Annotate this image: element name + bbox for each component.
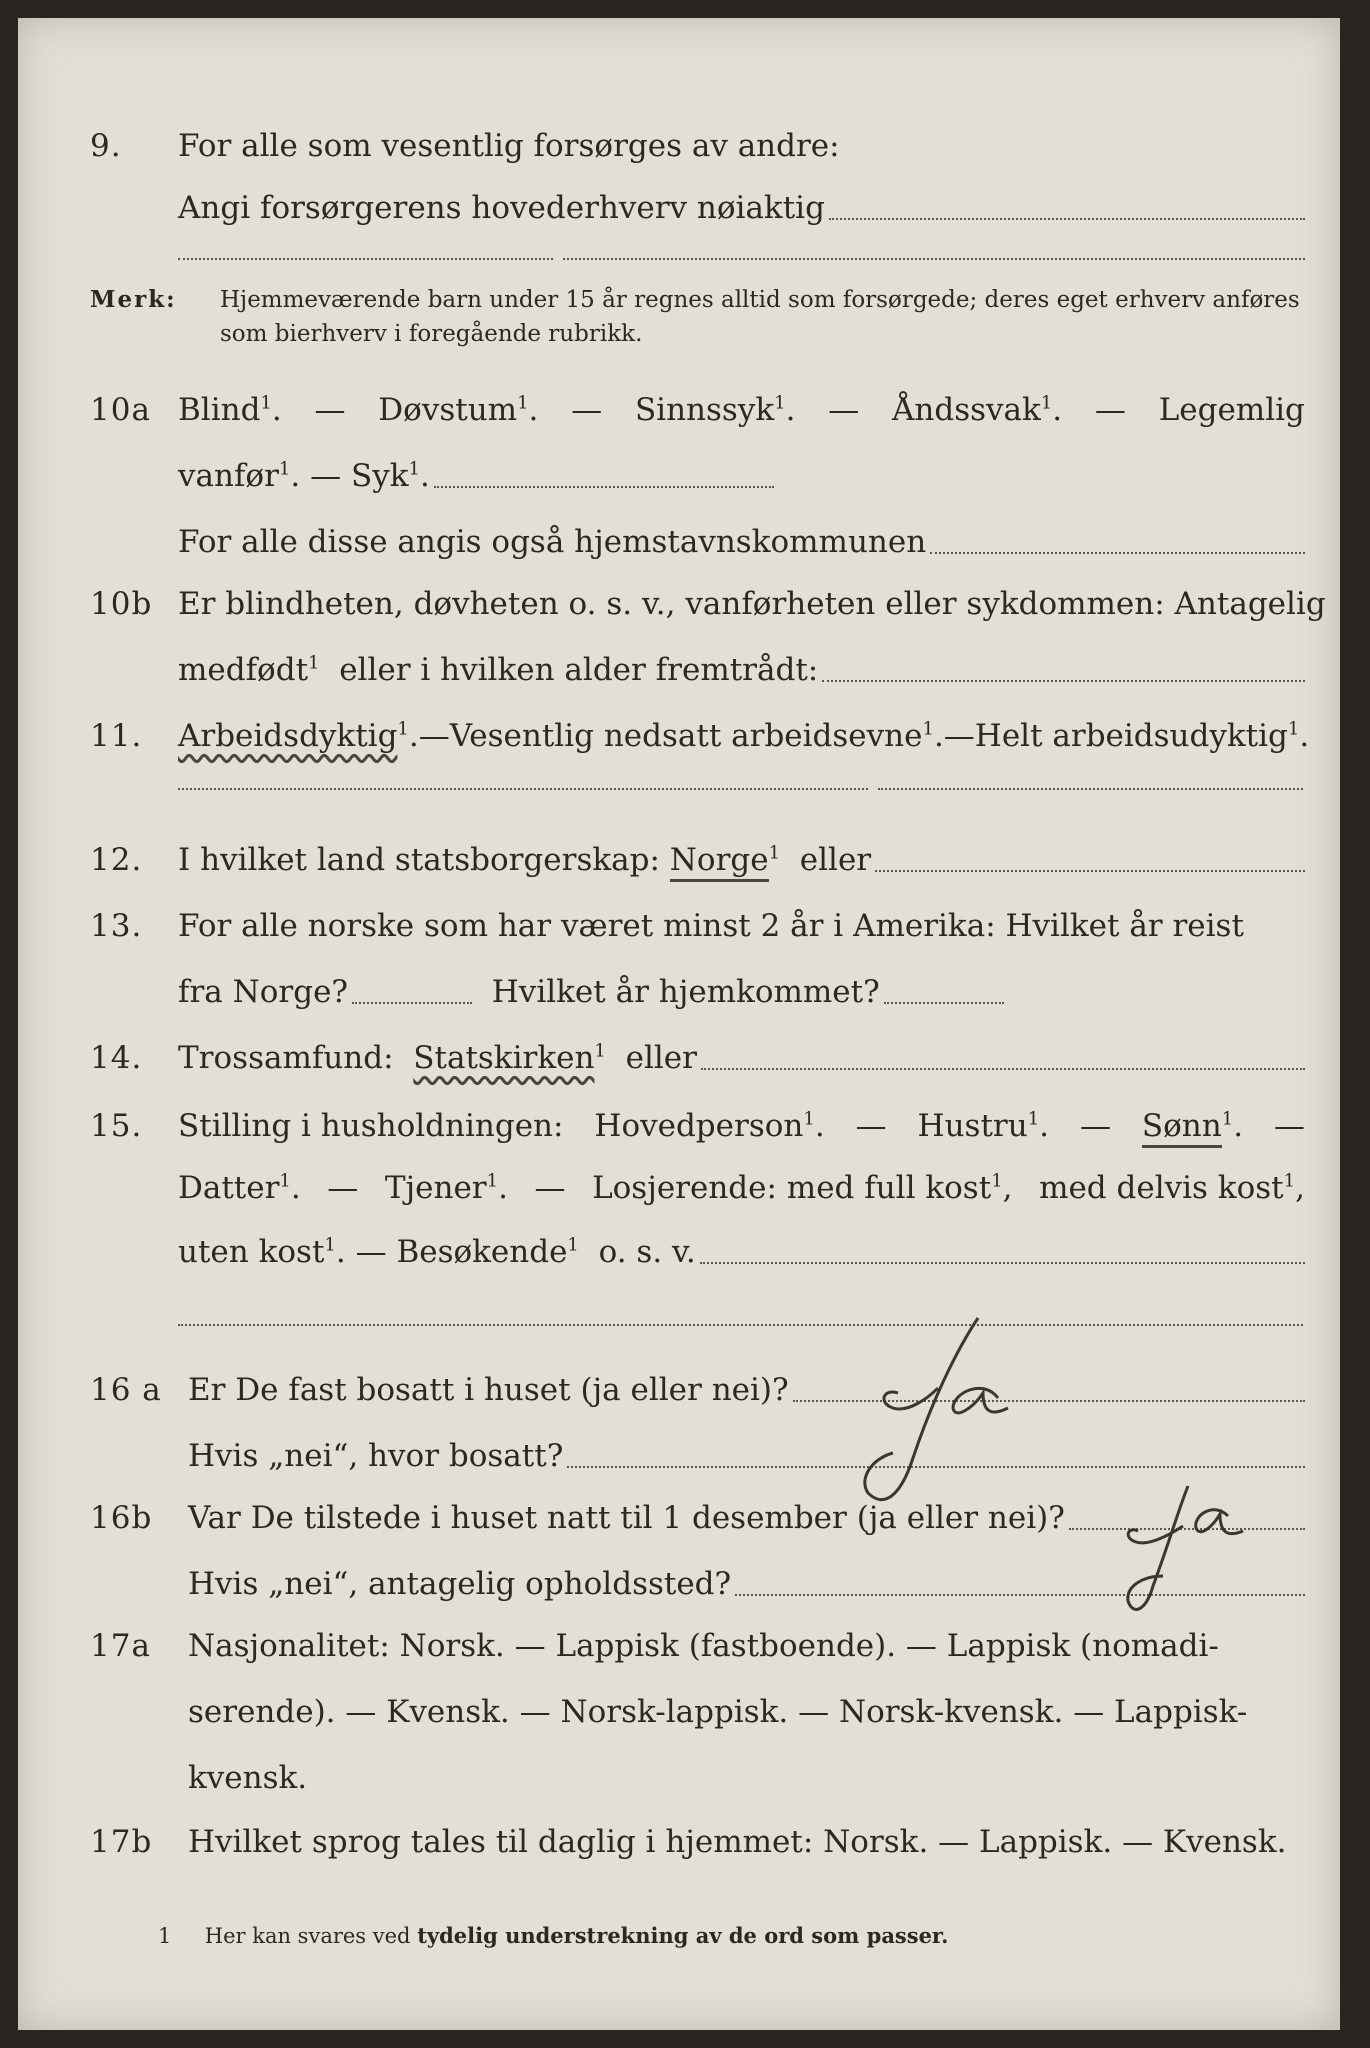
footnote-mark: 1 xyxy=(158,1924,172,1948)
q16b-opholdssted-label: Hvis „nei“, antagelig opholdssted? xyxy=(188,1566,732,1602)
q11-extra-field-b[interactable] xyxy=(878,788,1303,790)
q10b-question: Er blindheten, døvheten o. s. v., vanførheten eller sykdommen: Antagelig xyxy=(178,586,1326,622)
q14-field[interactable] xyxy=(701,1068,1305,1070)
q10a-andssvak[interactable]: Åndssvak$^1$. xyxy=(892,392,1063,428)
q15-hustru[interactable]: Hustru$^1$. xyxy=(917,1108,1050,1144)
footnote-text: Her kan svares ved xyxy=(204,1924,411,1948)
q9-row1 xyxy=(18,124,1340,168)
q12-row xyxy=(18,838,1340,882)
q10a-row1: 10a Blind$^1$. — Døvstum$^1$. — Sinnssyk$^1$. — Åndssvak$^1$. — Legemlig xyxy=(18,388,1340,432)
q11-udyktig[interactable]: Helt arbeidsudyktig$^1$. xyxy=(974,718,1310,754)
q15-besokende[interactable]: Besøkende$^1$ xyxy=(396,1234,579,1270)
q12-number: 12. xyxy=(90,842,143,878)
q10b-row1 xyxy=(18,582,1340,626)
q15-extra-field[interactable] xyxy=(178,1324,1303,1326)
q11-row1: 11. Arbeidsdyktig$^1$. — Vesentlig nedsatt arbeidsevne$^1$. — Helt arbeidsudyktig$^1$. xyxy=(18,714,1340,758)
q11-extra-field-a[interactable] xyxy=(178,788,868,790)
q15-number: 15. xyxy=(90,1108,143,1144)
q17a-number: 17a xyxy=(90,1628,151,1664)
q10b-medfodt[interactable]: medfødt$^1$ xyxy=(178,652,320,688)
q13-row1 xyxy=(18,904,1340,948)
merk-label: Merk: xyxy=(90,286,177,313)
q9-provider-field[interactable] xyxy=(829,218,1305,220)
q10b-alder-label: eller i hvilken alder fremtrådt: xyxy=(339,652,819,688)
q15-uten[interactable]: uten kost$^1$. xyxy=(178,1234,346,1270)
q10b-alder-field[interactable] xyxy=(822,680,1305,682)
q9-row2 xyxy=(18,186,1340,230)
q9-extra-field-a[interactable] xyxy=(178,258,553,260)
q16a-row1 xyxy=(18,1368,1340,1412)
q14-statskirken[interactable]: Statskirken$^1$ xyxy=(413,1040,606,1076)
q10a-sinnssyk[interactable]: Sinnssyk$^1$. xyxy=(634,392,796,428)
q15-hovedperson[interactable]: Hovedperson$^1$. xyxy=(594,1108,825,1144)
q10a-hjemstavn-label: For alle disse angis også hjemstavnskommunen xyxy=(178,524,927,560)
q16a-question: Er De fast bosatt i huset (ja eller nei)? xyxy=(188,1372,789,1408)
q11-arbeidsdyktig[interactable]: Arbeidsdyktig$^1$. xyxy=(178,718,419,754)
q15-label: Stilling i husholdningen: xyxy=(178,1108,564,1144)
q10a-vanfor[interactable]: vanfør$^1$. xyxy=(178,458,301,494)
q13-hjemkommet-label: Hvilket år hjemkommet? xyxy=(491,974,880,1010)
q14-number: 14. xyxy=(90,1040,143,1076)
q16b-question: Var De tilstede i huset natt til 1 desember (ja eller nei)? xyxy=(188,1500,1065,1536)
q14-eller: eller xyxy=(625,1040,697,1076)
q9-question: For alle som vesentlig forsørges av andre: xyxy=(178,128,840,164)
q12-norge[interactable]: Norge$^1$ xyxy=(670,838,780,882)
q15-sonn[interactable]: Sønn$^1$. xyxy=(1142,1104,1243,1148)
q17b-number: 17b xyxy=(90,1824,153,1860)
footnote xyxy=(158,1923,948,1948)
q9-provider-label: Angi forsørgerens hovederhverv nøiaktig xyxy=(178,190,825,226)
q15-row3: uten kost$^1$. — Besøkende$^1$ o. s. v. xyxy=(18,1230,1340,1274)
q13-hjemkommet-field[interactable] xyxy=(884,1002,1004,1004)
q10a-dovstum[interactable]: Døvstum$^1$. xyxy=(378,392,539,428)
q17b-line1[interactable]: Hvilket sprog tales til daglig i hjemmet: Norsk. — Lappisk. — Kvensk. xyxy=(188,1824,1287,1860)
q10a-syk-field[interactable] xyxy=(434,486,774,488)
q11-nedsatt[interactable]: Vesentlig nedsatt arbeidsevne$^1$. xyxy=(449,718,944,754)
q17a-row3 xyxy=(18,1756,1340,1800)
q16b-handwritten-ja xyxy=(1108,1476,1308,1636)
q9-extra-field-b[interactable] xyxy=(563,258,1305,260)
q10a-legemlig[interactable]: Legemlig xyxy=(1158,392,1305,428)
q15-row1: 15. Stilling i husholdningen: Hovedperson$^1$. — Hustru$^1$. — Sønn$^1$. — xyxy=(18,1104,1340,1148)
q16b-number: 16b xyxy=(90,1500,153,1536)
q16a-bosatt-label: Hvis „nei“, hvor bosatt? xyxy=(188,1438,564,1474)
q13-reist-label: fra Norge? xyxy=(178,974,349,1010)
q17a-row2 xyxy=(18,1690,1340,1734)
q17a-row1 xyxy=(18,1624,1340,1668)
q12-field[interactable] xyxy=(875,870,1305,872)
merk-text: Hjemmeværende barn under 15 år regnes alltid som forsørgede; deres eget erhverv anføres som bierhverv i foregående rubrikk. xyxy=(220,287,1300,347)
q16a-handwritten-ja xyxy=(838,1308,1038,1528)
footnote-bold-text: tydelig understrekning av de ord som passer. xyxy=(417,1923,949,1948)
q17b-row xyxy=(18,1820,1340,1864)
q10b-number: 10b xyxy=(90,586,153,622)
q12-eller: eller xyxy=(799,842,872,878)
q10a-row3 xyxy=(18,520,1340,564)
q10a-hjemstavn-field[interactable] xyxy=(930,552,1305,554)
q10a-row2: vanfør$^1$. — Syk$^1$. xyxy=(18,454,1340,498)
q9-number: 9. xyxy=(90,128,122,164)
q10a-syk[interactable]: Syk$^1$. xyxy=(350,458,430,494)
q17a-line1[interactable]: Nasjonalitet: Norsk. — Lappisk (fastboende). — Lappisk (nomadi- xyxy=(188,1628,1219,1664)
q10b-row2 xyxy=(18,648,1340,692)
q11-number: 11. xyxy=(90,718,143,754)
q14-row xyxy=(18,1036,1340,1080)
q15-field[interactable] xyxy=(700,1262,1305,1264)
q10a-blind[interactable]: Blind$^1$. xyxy=(178,392,282,428)
q15-tjener[interactable]: Tjener$^1$. xyxy=(384,1170,508,1206)
q15-delvis[interactable]: med delvis kost$^1$, xyxy=(1039,1170,1305,1206)
merk-note xyxy=(90,283,1320,363)
q13-row2 xyxy=(18,970,1340,1014)
q15-datter[interactable]: Datter$^1$. xyxy=(178,1170,301,1206)
q10a-number: 10a xyxy=(90,392,151,428)
q16a-number: 16 a xyxy=(90,1372,162,1408)
q13-number: 13. xyxy=(90,908,143,944)
q13-reist-field[interactable] xyxy=(352,1002,472,1004)
q15-row2: Datter$^1$. — Tjener$^1$. — Losjerende: med full kost$^1$, med delvis kost$^1$, xyxy=(18,1166,1340,1210)
q12-label: I hvilket land statsborgerskap: xyxy=(178,842,660,878)
q16a-row2 xyxy=(18,1434,1340,1478)
census-form-page xyxy=(18,18,1340,2030)
q14-label: Trossamfund: xyxy=(178,1040,394,1076)
q17a-line2[interactable]: serende). — Kvensk. — Norsk-lappisk. — Norsk-kvensk. — Lappisk- xyxy=(188,1694,1248,1730)
q13-question: For alle norske som har været minst 2 år i Amerika: Hvilket år reist xyxy=(178,908,1244,944)
q15-osv: o. s. v. xyxy=(598,1234,696,1270)
q15-losjerende[interactable]: Losjerende: med full kost$^1$, xyxy=(592,1170,1013,1206)
q17a-line3[interactable]: kvensk. xyxy=(188,1760,308,1796)
